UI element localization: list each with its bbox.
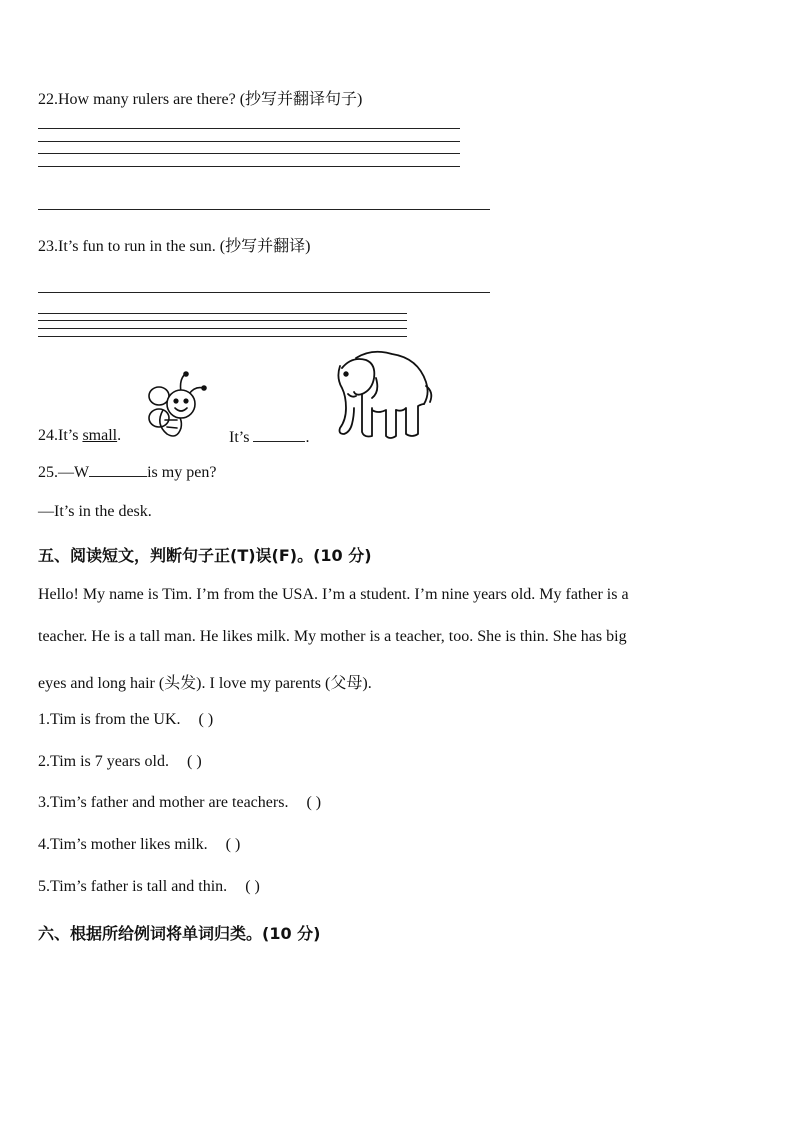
answer-line[interactable] <box>38 141 460 142</box>
bee-icon <box>145 370 209 442</box>
answer-parentheses[interactable]: ( ) <box>245 878 260 895</box>
question-24-answer: It’s . <box>229 429 310 446</box>
passage-line: eyes and long hair (头发). I love my parents (父母). <box>38 675 372 692</box>
section-5-heading: 五、阅读短文，判断句子正(T)误(F)。(10 分) <box>38 546 372 565</box>
answer-line[interactable] <box>38 320 407 321</box>
answer-line[interactable] <box>38 292 490 293</box>
question-23: 23.It’s fun to run in the sun. (抄写并翻译) <box>38 238 311 255</box>
passage-line: Hello! My name is Tim. I’m from the USA. I’m a student. I’m nine years old. My father is a <box>38 586 629 603</box>
tf-item: 5.Tim’s father is tall and thin. ( ) <box>38 878 260 895</box>
section-6-heading: 六、根据所给例词将单词归类。(10 分) <box>38 924 321 943</box>
question-24: 24.It’s small. <box>38 427 122 444</box>
answer-line[interactable] <box>38 336 407 337</box>
answer-line[interactable] <box>38 313 407 314</box>
tf-item: 1.Tim is from the UK. ( ) <box>38 711 214 728</box>
tf-item: 3.Tim’s father and mother are teachers. ( ) <box>38 794 322 811</box>
answer-line[interactable] <box>38 328 407 329</box>
answer-parentheses[interactable]: ( ) <box>306 794 322 811</box>
answer-line[interactable] <box>38 128 460 129</box>
answer-blank[interactable] <box>89 462 147 477</box>
passage-line: teacher. He is a tall man. He likes milk. My mother is a teacher, too. She is thin. She has big <box>38 628 627 645</box>
elephant-icon <box>332 348 436 444</box>
question-25: 25.—W is my pen? <box>38 464 217 481</box>
answer-line[interactable] <box>38 153 460 154</box>
answer-line[interactable] <box>38 166 460 167</box>
answer-parentheses[interactable]: ( ) <box>198 711 214 728</box>
tf-item: 2.Tim is 7 years old. ( ) <box>38 753 202 770</box>
question-22: 22.How many rulers are there? (抄写并翻译句子) <box>38 91 363 108</box>
answer-line[interactable] <box>38 209 490 210</box>
answer-blank[interactable] <box>253 427 305 442</box>
answer-parentheses[interactable]: ( ) <box>225 836 241 853</box>
question-25-reply: —It’s in the desk. <box>38 503 152 520</box>
answer-parentheses[interactable]: ( ) <box>186 753 202 770</box>
tf-item: 4.Tim’s mother likes milk. ( ) <box>38 836 241 853</box>
underlined-word: small <box>82 427 118 444</box>
